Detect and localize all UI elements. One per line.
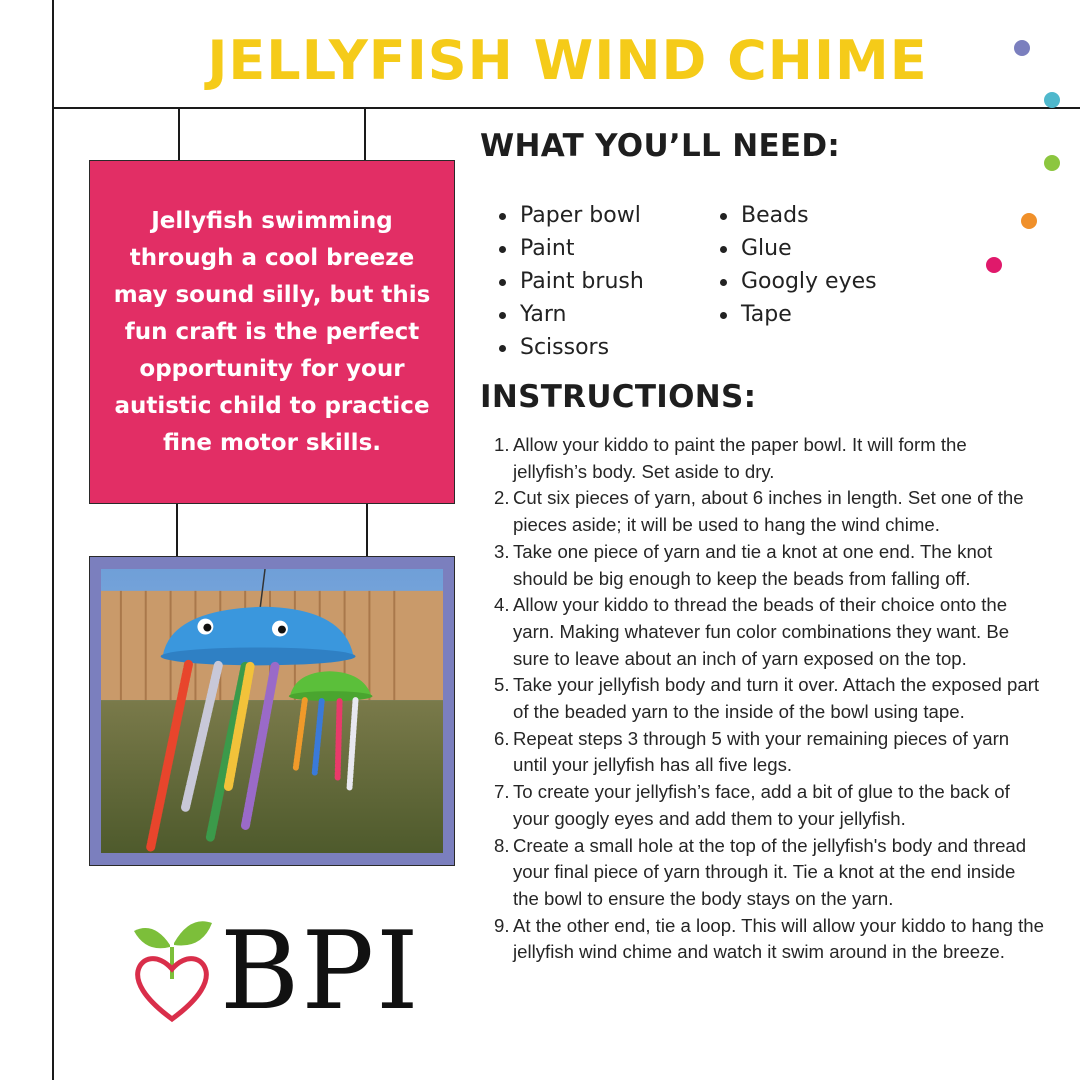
step-text: Create a small hole at the top of the jellyfish's body and thread your final piece of yarn through it. Tie a knot at the end inside the bowl to ensure the body stays on the yarn. (513, 834, 1027, 909)
step-number: 5. (494, 674, 510, 696)
supplies-list-right (717, 199, 877, 331)
list-item (494, 726, 1044, 779)
list-item (494, 672, 1044, 725)
left-border-line (52, 0, 54, 1080)
step-number: 7. (494, 781, 510, 803)
step-text: Repeat steps 3 through 5 with your remaining pieces of yarn until your jellyfish has all five legs. (513, 727, 1010, 776)
step-number: 1. (494, 434, 510, 455)
instructions-list (494, 432, 1044, 966)
list-item (494, 779, 1044, 832)
intro-text: Jellyfish swimming through a cool breeze may sound silly, but this fun craft is the perfect opportunity for your autistic child to practice fine motor skills. (113, 207, 431, 456)
header-divider (52, 107, 1080, 109)
list-item: Glue (717, 232, 877, 265)
jellyfish-craft-photo (101, 569, 443, 853)
decorative-dot-teal (1044, 92, 1060, 108)
decorative-dot-orange (1021, 213, 1037, 229)
bpi-logo (132, 909, 421, 1034)
list-item (494, 592, 1044, 672)
list-item: Yarn (496, 298, 644, 331)
step-text: Cut six pieces of yarn, about 6 inches in length. Set one of the pieces aside; it will be used to hang the wind chime. (513, 487, 1024, 536)
step-text: Take your jellyfish body and turn it over. Attach the exposed part of the beaded yarn to the inside of the bowl using tape. (513, 674, 1040, 723)
hanging-string-right-top (364, 109, 366, 160)
hanging-string-right-mid (366, 504, 368, 556)
instructions-heading: INSTRUCTIONS: (480, 379, 757, 415)
step-number: 3. (494, 540, 510, 562)
photo-frame (89, 556, 455, 866)
step-number: 2. (494, 487, 510, 509)
step-number: 8. (494, 834, 510, 856)
list-item: Scissors (496, 331, 644, 364)
step-number: 4. (494, 594, 510, 616)
list-item: Tape (717, 298, 877, 331)
logo-wordmark: BPI (220, 909, 421, 1034)
list-item: Googly eyes (717, 265, 877, 298)
list-item: Paint (496, 232, 644, 265)
hanging-string-left-top (178, 109, 180, 160)
step-number: 6. (494, 727, 510, 749)
step-text: At the other end, tie a loop. This will allow your kiddo to hang the jellyfish wind chime and watch it swim around in the breeze. (513, 914, 1044, 963)
supplies-list-left (496, 199, 644, 364)
list-item (494, 485, 1044, 538)
hanging-string-left-mid (176, 504, 178, 556)
list-item: Paper bowl (496, 199, 644, 232)
step-text: Allow your kiddo to paint the paper bowl. It will form the jellyfish’s body. Set aside to dry. (513, 434, 967, 482)
step-text: To create your jellyfish’s face, add a bit of glue to the back of your googly eyes and add them to your jellyfish. (513, 781, 1010, 829)
list-item (494, 833, 1044, 913)
list-item (494, 913, 1044, 966)
step-number: 9. (494, 914, 510, 936)
page-title: JELLYFISH WIND CHIME (207, 29, 928, 92)
decorative-dot-green (1044, 155, 1060, 171)
list-item: Beads (717, 199, 877, 232)
list-item (494, 432, 1044, 485)
list-item (494, 539, 1044, 592)
list-item: Paint brush (496, 265, 644, 298)
supplies-heading: WHAT YOU’LL NEED: (480, 128, 841, 164)
intro-box (89, 160, 455, 504)
heart-sprout-icon (132, 915, 214, 1027)
decorative-dot-purple (1014, 40, 1030, 56)
step-text: Take one piece of yarn and tie a knot at one end. The knot should be big enough to keep the beads from falling off. (513, 540, 993, 589)
step-text: Allow your kiddo to thread the beads of their choice onto the yarn. Making whatever fun color combinations they want. Be sure to leave about an inch of yarn exposed on the top. (513, 594, 1010, 669)
decorative-dot-pink (986, 257, 1002, 273)
